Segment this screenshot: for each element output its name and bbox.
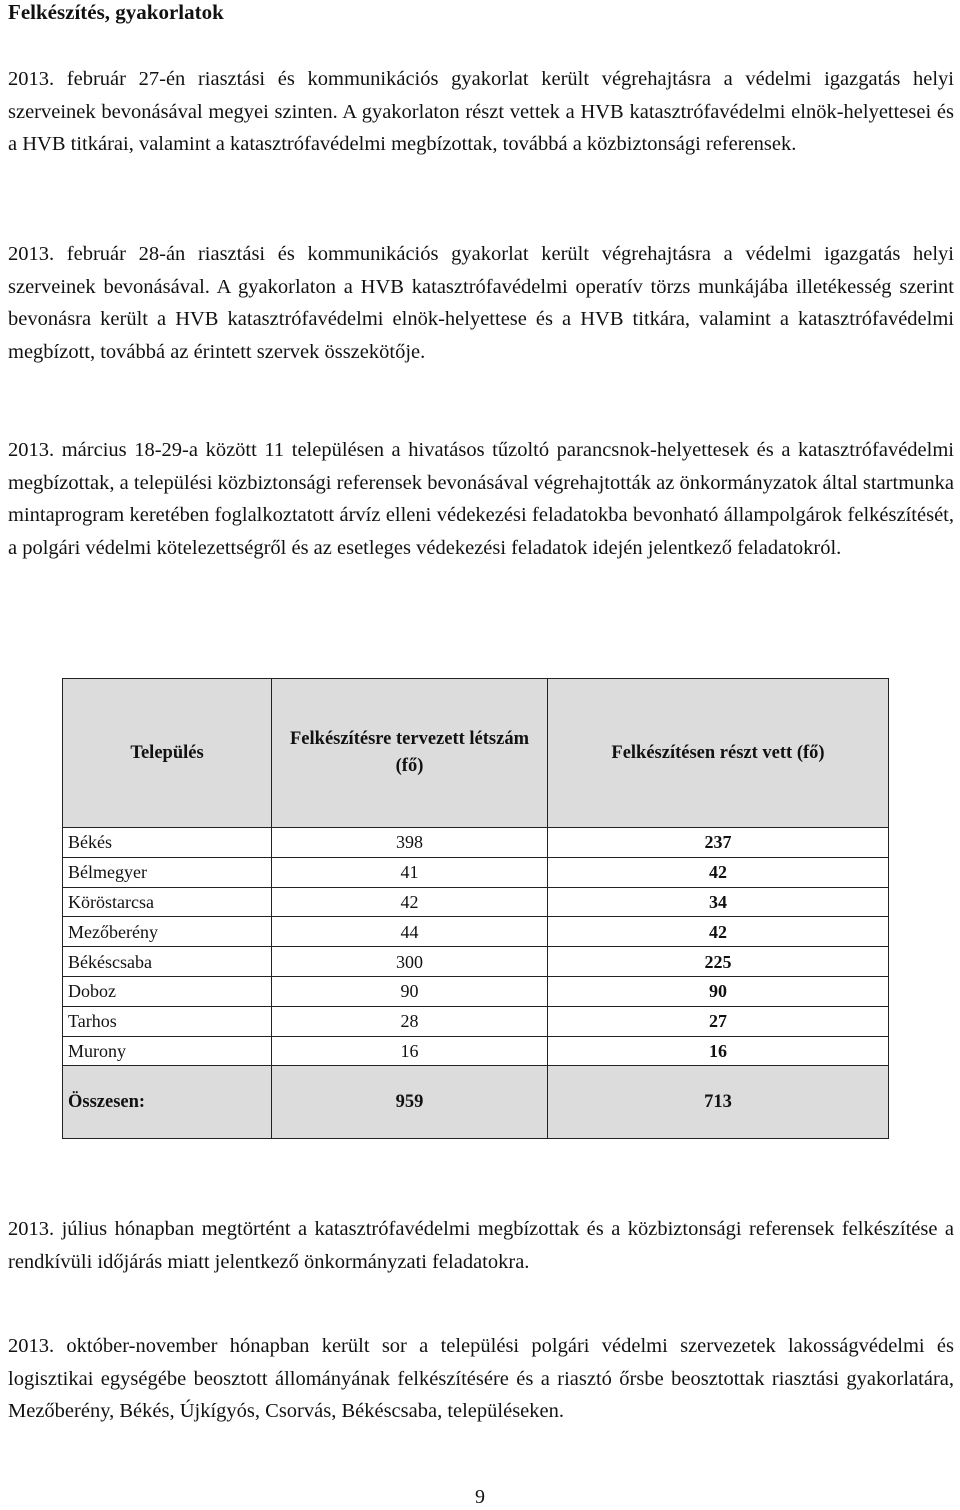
table-row [63,1006,889,1036]
paragraph-october: 2013. október-november hónapban került sor a települési polgári védelmi szervezetek lakosságvédelmi és logisztikai egységébe beosztott állományának felkészítésére és a riasztó őrsbe beosztottak riasztási gyakorlatára, Mezőberény, Békés, Újkígyós, Csorvás, Békéscsaba, településeken. [8,1335,954,1422]
cell-settlement: Köröstarcsa [63,887,272,917]
cell-attended: 90 [548,976,889,1006]
header-planned: Felkészítésre tervezett létszám (fő) [272,679,548,828]
table-row [63,857,889,887]
cell-settlement: Tarhos [63,1006,272,1036]
cell-settlement: Bélmegyer [63,857,272,887]
cell-planned: 28 [272,1006,548,1036]
paragraph-feb28: 2013. február 28-án riasztási és kommunikációs gyakorlat került végrehajtásra a védelmi igazgatás helyi szerveinek bevonásával. A gyakorlaton a HVB katasztrófavédelmi operatív törzs munkájába illetékesség szerint bevonásra került a HVB katasztrófavédelmi elnök-helyettese és a HVB titkára, valamint a katasztrófavédelmi megbízott, továbbá az érintett szervek összekötője. [8,243,954,363]
cell-attended: 16 [548,1036,889,1066]
paragraph-july: 2013. július hónapban megtörtént a katasztrófavédelmi megbízottak és a közbiztonsági referensek felkészítése a rendkívüli időjárás miatt jelentkező önkormányzati feladatokra. [8,1218,954,1273]
table-row [63,976,889,1006]
cell-attended: 42 [548,917,889,947]
table-total-row [63,1066,889,1139]
cell-settlement: Doboz [63,976,272,1006]
cell-planned: 41 [272,857,548,887]
header-settlement: Település [63,679,272,828]
total-label: Összesen: [63,1066,272,1139]
cell-settlement: Békés [63,828,272,858]
cell-settlement: Békéscsaba [63,947,272,977]
paragraph-march: 2013. március 18-29-a között 11 településen a hivatásos tűzoltó parancsnok-helyettesek és a katasztrófavédelmi megbízottak, a települési közbiztonsági referensek bevonásával végrehajtották az önkormányzatok által startmunka mintaprogram keretében foglalkoztatott árvíz elleni védekezési feladatokba bevonható állampolgárok felkészítését, a polgári védelmi kötelezettségről és az esetleges védekezési feladatok idején jelentkező feladatokról. [8,439,954,559]
cell-planned: 42 [272,887,548,917]
cell-settlement: Murony [63,1036,272,1066]
table-row [63,947,889,977]
cell-planned: 44 [272,917,548,947]
paragraph-feb27: 2013. február 27-én riasztási és kommunikációs gyakorlat került végrehajtásra a védelmi igazgatás helyi szerveinek bevonásával megyei szinten. A gyakorlaton részt vettek a HVB katasztrófavédelmi elnök-helyettesei és a HVB titkárai, valamint a katasztrófavédelmi megbízottak, továbbá a közbiztonsági referensek. [8,68,954,155]
cell-planned: 90 [272,976,548,1006]
cell-attended: 34 [548,887,889,917]
table-row [63,828,889,858]
table-row [63,887,889,917]
total-planned: 959 [272,1066,548,1139]
table-row [63,1036,889,1066]
page-number: 9 [475,1486,485,1508]
cell-attended: 225 [548,947,889,977]
header-attended: Felkészítésen részt vett (fő) [548,679,889,828]
cell-attended: 42 [548,857,889,887]
cell-attended: 27 [548,1006,889,1036]
section-heading: Felkészítés, gyakorlatok [8,0,224,24]
table-header-row [63,679,889,828]
cell-planned: 16 [272,1036,548,1066]
cell-planned: 398 [272,828,548,858]
cell-settlement: Mezőberény [63,917,272,947]
training-table [62,678,888,1132]
cell-planned: 300 [272,947,548,977]
total-attended: 713 [548,1066,889,1139]
cell-attended: 237 [548,828,889,858]
table-row [63,917,889,947]
